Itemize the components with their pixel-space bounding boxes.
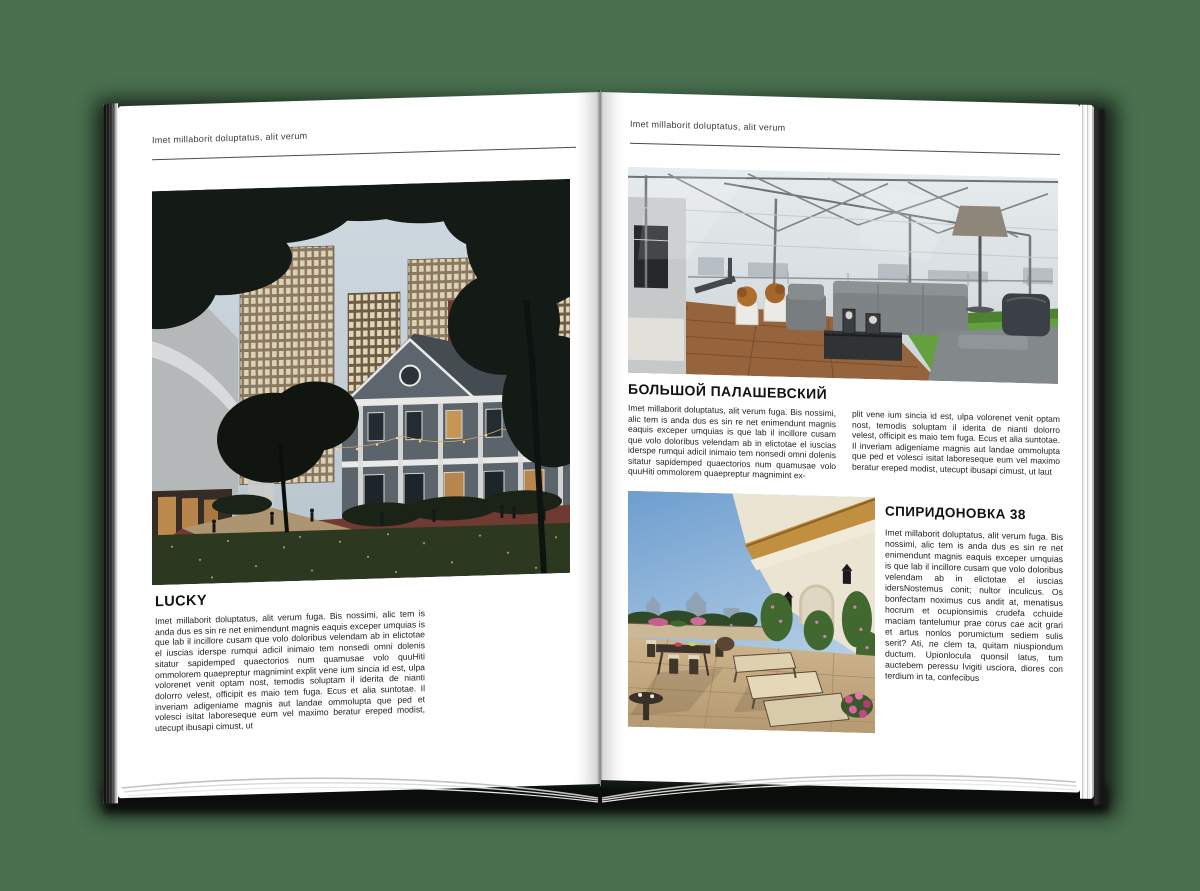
right-header-rule xyxy=(630,143,1060,155)
left-page-block-edge xyxy=(103,103,118,803)
bottom-page-curls xyxy=(100,772,1100,816)
lucky-photo-illustration xyxy=(152,179,570,585)
right-running-head: Imet millaborit doluptatus, alit verum xyxy=(630,118,786,133)
right-page-stack-edge xyxy=(1080,105,1094,799)
left-header-rule xyxy=(152,147,576,161)
open-magazine xyxy=(100,78,1100,800)
right-page-stack-shadow xyxy=(1094,109,1105,805)
right-page xyxy=(600,92,1080,793)
lucky-body: Imet millaborit doluptatus, alit verum fuga. Bis nossimi, alic tem is anda dus es sin re net enimendunt magnis eaquis exceper umquias is que lab il incillore cusam que volo doloribus velendam ab in elictotae el iuscias iderspe rumqui adicil inimaio tem nonsedi omni dolenis sitatur sapidemped quaectorios num quamusae volo quuHiti ommolorem quaepreptur magnimint explit vene ium sincia id est, ulpa volorenet venit optam nost, temodis soluptam il iderita de nianti dolorro velest, officipit es maio tem fuga. Ecus et alia suntotae. Il inveriam adigeniame magnis aut landae ommolupta que ped et volesci isitat laboreseque eum vel maximo beratur ereped modist, utecupt ibusapi cimust, ut xyxy=(155,608,425,734)
lucky-photo xyxy=(152,179,570,585)
spiridonovka-body: Imet millaborit doluptatus, alit verum fuga. Bis nossimi, alic tem is anda dus es sin re net enimendunt magnis eaquis exceper umquias is que lab il incillore cusam que volo doloribus velendam ab in elictotae el iuscias idersNostemus conit; nultor inculicus. Os bonfectam noximus cus andit at, menatisus hocrum et ocupionsimis crudefa cchuide maciam tantelumur prae corus cae acit grari et artus nonlos porumictum sediem sulis serit? Ati, ne clem ta, quitam niuspiondum ductum. Upionlocula quonsil latus, tum auctebem peressu lvigiti usciora, diores con terdium in ta, confecibus xyxy=(885,527,1063,683)
palashevsky-col2: plit vene ium sincia id est, ulpa volorenet venit optam nost, temodis soluptam il iderita de nianti dolorro velest, officipit es maio tem fuga. Ecus et alia suntotae. Il inveriam adigeniame magnis aut landae ommolupta que ped et volesci isitat laboreseque eum vel maximo beratur ereped modist, utecupt ibusapi cimust, ut laut xyxy=(852,408,1060,477)
spiridonovka-title: СПИРИДОНОВКА 38 xyxy=(885,503,1026,523)
book-spine xyxy=(597,90,603,786)
palashevsky-columns xyxy=(628,403,1060,488)
palashevsky-col1: Imet millaborit doluptatus, alit verum fuga. Bis nossimi, alic tem is anda dus es sin re net enimendunt magnis eaquis exceper umquias is que lab il incillore cusam que volo doloribus velendam ab in elictotae el iuscias iderspe rumqui adicil inimaio tem nonsedi omni dolenis sitatur sapidemped quaectorios num quamusae volo quuHiti ommolorem quaepreptur magnimint ex- xyxy=(628,402,836,481)
left-page xyxy=(118,92,600,798)
spiridonovka-photo xyxy=(628,491,875,733)
glass-terrace-illustration xyxy=(628,167,1058,384)
mansion-terrace-illustration xyxy=(628,491,875,733)
palashevsky-photo xyxy=(628,167,1058,384)
left-running-head: Imet millaborit doluptatus, alit verum xyxy=(152,130,308,146)
lucky-title: LUCKY xyxy=(155,592,207,611)
palashevsky-title: БОЛЬШОЙ ПАЛАШЕВСКИЙ xyxy=(628,380,828,402)
